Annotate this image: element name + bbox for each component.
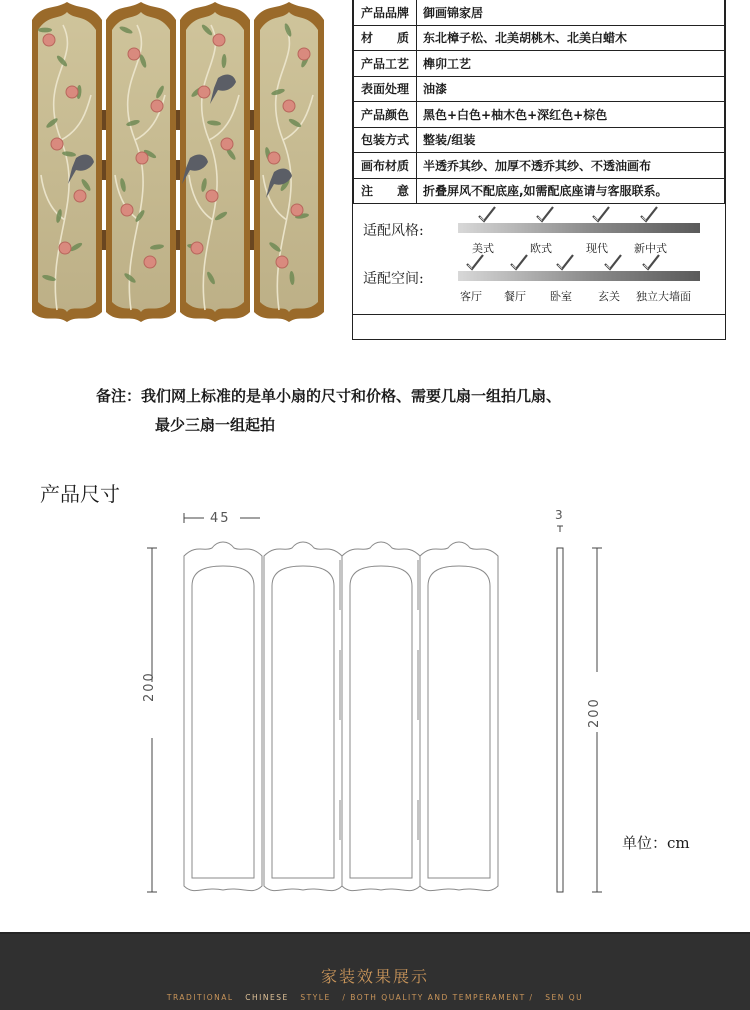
spec-row: [354, 76, 725, 102]
note-line-1: 备注：我们网上标准的是单小扇的尺寸和价格、需要几扇一组拍几扇、: [96, 387, 562, 405]
dimensions-title: 产品尺寸: [40, 482, 120, 506]
spec-value: 半透乔其纱、加厚不透乔其纱、不透油画布: [417, 153, 725, 179]
checkmark-icon: [640, 252, 662, 274]
hinge-decoration: [176, 160, 180, 180]
fit-item: 美式: [472, 242, 494, 255]
flower-decoration: [283, 100, 295, 112]
fit-item: 现代: [586, 242, 608, 255]
flower-decoration: [151, 100, 163, 112]
note-line-2: 最少三扇一组起拍: [155, 416, 276, 434]
checkmark-icon: [602, 252, 624, 274]
spec-value: 御画锦家居: [417, 0, 725, 25]
footer-title: 家装效果展示: [320, 967, 429, 986]
space-checks: [458, 252, 700, 276]
footer-en-1: TRADITIONAL: [166, 993, 234, 1002]
outline-panel: [420, 542, 498, 891]
unit-label: 单位：cm: [622, 834, 690, 852]
outline-panel: [264, 542, 342, 891]
hinge-decoration: [102, 230, 106, 250]
flower-decoration: [59, 242, 71, 254]
fit-item: 卧室: [550, 290, 572, 303]
spec-label: 注 意: [354, 178, 417, 204]
spec-label: 产品工艺: [354, 51, 417, 77]
height-front-value: 200: [142, 671, 157, 702]
checkmark-icon: [638, 204, 660, 226]
checkmark-icon: [476, 204, 498, 226]
flower-decoration: [136, 152, 148, 164]
footer-en-4: / BOTH QUALITY AND TEMPERAMENT /: [342, 993, 534, 1002]
flower-decoration: [74, 190, 86, 202]
space-items: [458, 288, 700, 302]
leaf-decoration: [38, 28, 52, 33]
footer-banner: [0, 932, 750, 1010]
spec-row: [354, 0, 725, 25]
checkmark-icon: [534, 204, 556, 226]
spec-row: [354, 178, 725, 204]
hinge-decoration: [250, 230, 254, 250]
spec-label: 材 质: [354, 25, 417, 51]
spec-row: [354, 25, 725, 51]
flower-decoration: [191, 242, 203, 254]
spec-row: [354, 51, 725, 77]
outline-panel-inner: [192, 566, 254, 878]
footer-subtitle: [0, 993, 750, 1002]
depth-value: 3: [555, 508, 565, 522]
hinge-decoration: [102, 160, 106, 180]
checkmark-icon: [508, 252, 530, 274]
checkmark-icon: [554, 252, 576, 274]
spec-row: [354, 102, 725, 128]
style-checks: [458, 204, 700, 228]
flower-decoration: [268, 152, 280, 164]
outline-panel-inner: [272, 566, 334, 878]
footer-en-2: CHINESE: [245, 993, 289, 1002]
flower-decoration: [276, 256, 288, 268]
footer-top-line: [0, 932, 750, 934]
folding-screen-image: [28, 0, 328, 325]
hinge-decoration: [102, 110, 106, 130]
flower-decoration: [128, 48, 140, 60]
fit-item: 新中式: [634, 242, 667, 255]
width-value: 45: [210, 511, 231, 526]
outline-panel: [184, 542, 262, 891]
spec-label: 包装方式: [354, 127, 417, 153]
flower-decoration: [144, 256, 156, 268]
spec-label: 产品颜色: [354, 102, 417, 128]
spec-label: 产品品牌: [354, 0, 417, 25]
hinge-decoration: [176, 230, 180, 250]
spec-value: 油漆: [417, 76, 725, 102]
spec-table: [352, 0, 726, 340]
flower-decoration: [198, 86, 210, 98]
checkmark-icon: [464, 252, 486, 274]
flower-decoration: [43, 34, 55, 46]
hinge-decoration: [176, 110, 180, 130]
spec-value: 整装/组装: [417, 127, 725, 153]
table-divider: [353, 314, 725, 315]
fit-item: 独立大墙面: [636, 290, 691, 303]
style-label: 适配风格:: [363, 223, 424, 239]
hinge-decoration: [250, 110, 254, 130]
spec-row: [354, 153, 725, 179]
fit-item: 欧式: [530, 242, 552, 255]
spec-value: 黑色+白色+柚木色+深红色+棕色: [417, 102, 725, 128]
space-label: 适配空间:: [363, 271, 424, 287]
fit-item: 客厅: [460, 290, 482, 303]
spec-label: 表面处理: [354, 76, 417, 102]
hinge-decoration: [250, 160, 254, 180]
outline-panel: [342, 542, 420, 891]
flower-decoration: [66, 86, 78, 98]
spec-value: 榫卯工艺: [417, 51, 725, 77]
flower-decoration: [221, 138, 233, 150]
checkmark-icon: [590, 204, 612, 226]
flower-decoration: [291, 204, 303, 216]
flower-decoration: [206, 190, 218, 202]
spec-value: 折叠屏风不配底座,如需配底座请与客服联系。: [417, 178, 725, 204]
footer-en-3: STYLE: [300, 993, 331, 1002]
flower-decoration: [213, 34, 225, 46]
outline-panel-inner: [350, 566, 412, 878]
spec-row: [354, 127, 725, 153]
flower-decoration: [121, 204, 133, 216]
spec-value: 东北樟子松、北美胡桃木、北美白蜡木: [417, 25, 725, 51]
footer-en-5: SEN QU: [545, 993, 584, 1002]
spec-label: 画布材质: [354, 153, 417, 179]
outline-panel-inner: [428, 566, 490, 878]
fit-item: 餐厅: [504, 290, 526, 303]
flower-decoration: [51, 138, 63, 150]
flower-decoration: [298, 48, 310, 60]
fit-item: 玄关: [598, 290, 620, 303]
height-side-value: 200: [587, 697, 602, 728]
